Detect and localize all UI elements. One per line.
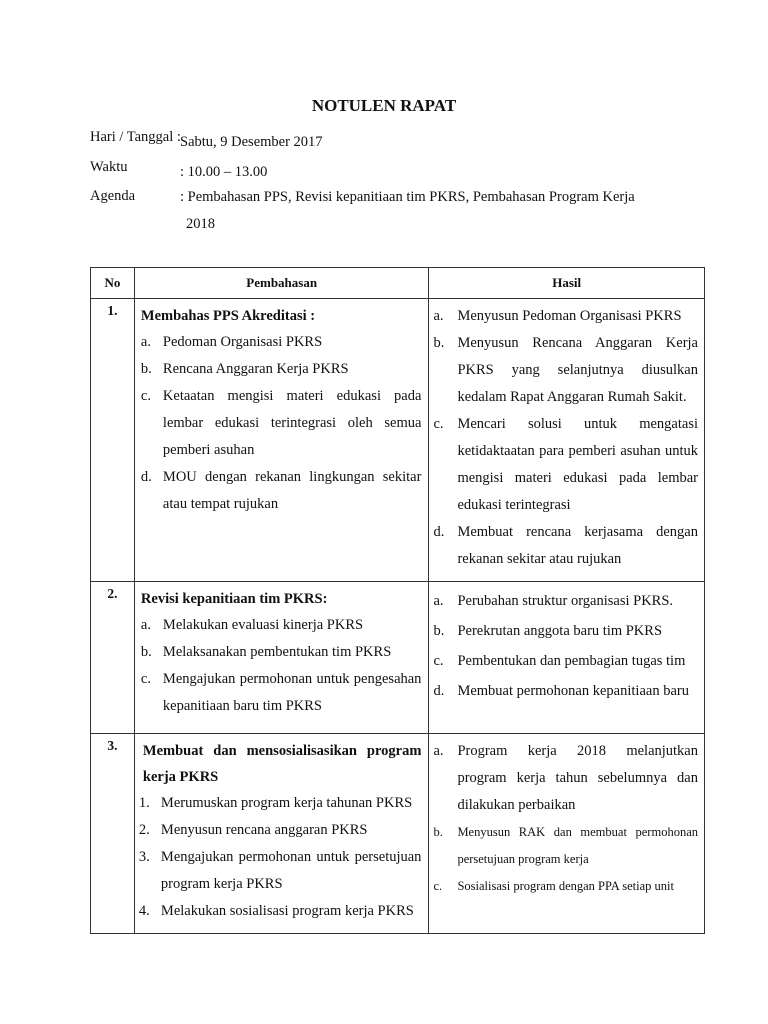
list-item <box>139 790 422 817</box>
list-item <box>141 666 422 720</box>
list-marker: a. <box>140 617 151 633</box>
list-item <box>433 616 698 646</box>
list-item <box>433 330 698 411</box>
agenda-value-line-2: 2018 <box>186 216 215 232</box>
discussion-cell <box>134 734 429 934</box>
list-marker: b. <box>433 335 445 351</box>
table-header-row <box>91 268 705 299</box>
list-marker: 4. <box>138 903 150 919</box>
list-text: Membuat rencana kerjasama dengan rekanan sekitar atau rujukan <box>457 524 698 567</box>
list-marker: a. <box>433 743 444 759</box>
list-text: Program kerja 2018 melanjutkan program kerja tahun sebelumnya dan dilakukan perbaikan <box>457 743 698 813</box>
list-text: Pedoman Organisasi PKRS <box>162 334 323 350</box>
list-text: Menyusun Rencana Anggaran Kerja PKRS yang selanjutnya diusulkan kedalam Rapat Anggaran Rumah Sakit. <box>457 335 698 405</box>
list-text: Merumuskan program kerja tahunan PKRS <box>160 795 413 811</box>
list-item <box>141 329 422 356</box>
discussion-heading: Membahas PPS Akreditasi : <box>140 308 316 324</box>
list-text: Perubahan struktur organisasi PKRS. <box>457 593 674 609</box>
list-item <box>433 738 698 819</box>
list-marker: c. <box>433 879 443 893</box>
list-item <box>433 519 698 573</box>
row-number: 2. <box>91 582 135 734</box>
list-item <box>433 646 698 676</box>
list-marker: b. <box>433 825 443 839</box>
list-text: Melakukan sosialisasi program kerja PKRS <box>160 903 414 919</box>
table-row <box>91 734 705 934</box>
agenda-label: Agenda <box>90 188 136 204</box>
list-marker: b. <box>140 644 152 660</box>
list-item <box>433 586 698 616</box>
list-item <box>433 873 698 900</box>
list-text: Melaksanakan pembentukan tim PKRS <box>162 644 392 660</box>
list-marker: 2. <box>138 822 150 838</box>
list-item <box>141 383 422 464</box>
list-item <box>433 303 698 330</box>
list-marker: a. <box>433 308 444 324</box>
list-text: Menyusun Pedoman Organisasi PKRS <box>457 308 682 324</box>
list-marker: c. <box>140 388 151 404</box>
result-cell <box>429 582 705 734</box>
row-number: 3. <box>91 734 135 934</box>
list-item <box>139 898 422 925</box>
list-text: Menyusun rencana anggaran PKRS <box>160 822 368 838</box>
list-item <box>141 356 422 383</box>
time-label: Waktu <box>90 159 128 175</box>
discussion-cell <box>134 582 429 734</box>
list-marker: a. <box>140 334 151 350</box>
day-value: Sabtu, 9 Desember 2017 <box>180 134 323 150</box>
list-text: Mencari solusi untuk mengatasi ketidaktaatan para pemberi asuhan untuk mengisi materi edukasi pada lembar edukasi terintegrasi <box>457 416 698 513</box>
list-marker: a. <box>433 593 444 609</box>
list-marker: 1. <box>138 795 150 811</box>
list-marker: d. <box>140 469 152 485</box>
list-item <box>141 639 422 666</box>
list-marker: b. <box>433 623 445 639</box>
list-item <box>141 464 422 518</box>
list-text: Perekrutan anggota baru tim PKRS <box>457 623 663 639</box>
header-pembahasan: Pembahasan <box>134 268 429 299</box>
list-marker: c. <box>433 653 444 669</box>
list-marker: c. <box>140 671 151 687</box>
list-text: Rencana Anggaran Kerja PKRS <box>162 361 349 377</box>
table-row <box>91 299 705 582</box>
time-value: : 10.00 – 13.00 <box>180 164 268 180</box>
list-text: Mengajukan permohonan untuk persetujuan program kerja PKRS <box>160 849 422 892</box>
header-no: No <box>91 268 135 299</box>
discussion-heading: Revisi kepanitiaan tim PKRS: <box>140 591 328 607</box>
agenda-value <box>180 184 660 238</box>
list-text: Mengajukan permohonan untuk pengesahan kepanitiaan baru tim PKRS <box>162 671 422 714</box>
list-text: MOU dengan rekanan lingkungan sekitar atau tempat rujukan <box>162 469 422 512</box>
list-item <box>139 817 422 844</box>
list-text: Pembentukan dan pembagian tugas tim <box>457 653 686 669</box>
discussion-cell <box>134 299 429 582</box>
day-label: Hari / Tanggal : <box>90 129 181 145</box>
header-hasil: Hasil <box>429 268 705 299</box>
list-marker: d. <box>433 524 445 540</box>
list-item <box>433 411 698 519</box>
list-text: Membuat permohonan kepanitiaan baru <box>457 683 689 699</box>
list-text: Ketaatan mengisi materi edukasi pada lembar edukasi terintegrasi oleh semua pemberi asuhan <box>162 388 422 458</box>
list-item <box>141 612 422 639</box>
list-marker: 3. <box>138 849 150 865</box>
row-number: 1. <box>91 299 135 582</box>
minutes-table <box>90 267 705 934</box>
list-item <box>433 819 698 873</box>
table-row <box>91 582 705 734</box>
list-marker: b. <box>140 361 152 377</box>
list-text: Melakukan evaluasi kinerja PKRS <box>162 617 364 633</box>
result-cell <box>429 734 705 934</box>
list-item <box>139 844 422 898</box>
discussion-heading: Membuat dan mensosialisasikan program kerja PKRS <box>142 743 422 785</box>
result-cell <box>429 299 705 582</box>
list-item <box>433 676 698 706</box>
list-marker: d. <box>433 683 445 699</box>
document-title: NOTULEN RAPAT <box>311 96 457 115</box>
agenda-value-line-1: : Pembahasan PPS, Revisi kepanitiaan tim PKRS, Pembahasan Program Kerja <box>180 189 635 205</box>
list-marker: c. <box>433 416 444 432</box>
list-text: Menyusun RAK dan membuat permohonan persetujuan program kerja <box>457 825 698 866</box>
list-text: Sosialisasi program dengan PPA setiap unit <box>457 879 674 893</box>
